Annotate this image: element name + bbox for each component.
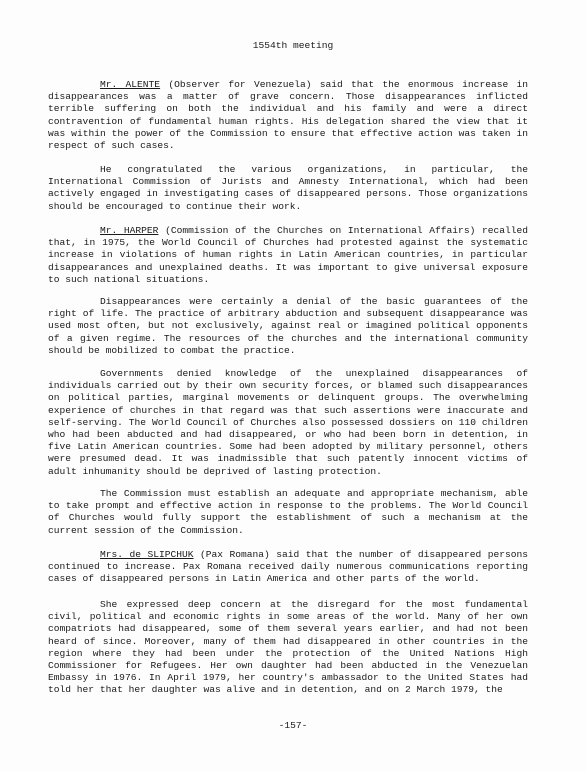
paragraph-1 [48, 79, 528, 152]
paragraph-2 [48, 164, 528, 213]
paragraph-3 [48, 225, 528, 286]
page-header: 1554th meeting [252, 40, 334, 51]
paragraph-8 [48, 599, 528, 697]
paragraph-text: Governments denied knowledge of the unexplained disappearances of individuals carried out by their own security forces, or blamed such disappearances on political parties, marginal movements or delinquent groups. The overwhelming experience of churches in that regard was that such assertions were inaccurate and self-serving. The World Council of Churches also possessed dossiers on 110 children who had been abducted and had disappeared, or who had been born in detention, in five Latin American countries. Some had been adopted by military personnel, others were presumed dead. It was inadmissible that such patently innocent victims of adult inhumanity should be deprived of lasting protection. [48, 368, 528, 477]
speaker-name: Mrs. de SLIPCHUK [100, 549, 194, 560]
speaker-name: Mr. ALENTE [100, 79, 161, 90]
paragraph-text: (Observer for Venezuela) said that the enormous increase in disappearances was a matter of grave concern. Those disappearances inflicted terrible suffering on both the individual and his family and were a direct contravention of fundamental human rights. His delegation shared the view that it was within the power of the Commission to ensure that effective action was taken in respect of such cases. [48, 79, 528, 152]
paragraph-4 [48, 296, 528, 357]
paragraph-text: (Commission of the Churches on International Affairs) recalled that, in 1975, the World Council of Churches had protested against the systematic increase in violations of human rights in Latin American countries, in particular disappearances and unexplained deaths. It was important to give universal exposure to such national situations. [48, 225, 528, 285]
paragraph-text: She expressed deep concern at the disregard for the most fundamental civil, political and economic rights in some areas of the world. Many of her own compatriots had disappeared, some of them several years earlier, and had not been heard of since. Moreover, many of them had disappeared in other countries in the region where they had been under the protection of the United Nations High Commissioner for Refugees. Her own daughter had been abducted in the Venezuelan Embassy in 1976. In April 1979, her country's ambassador to the United States had told her that her daughter was alive and in detention, and on 2 March 1979, the [48, 599, 528, 696]
paragraph-7 [48, 549, 528, 586]
paragraph-text: The Commission must establish an adequate and appropriate mechanism, able to take prompt and effective action in response to the problems. The World Council of Churches would fully support the establishment of such a mechanism at the current session of the Commission. [48, 488, 528, 536]
speaker-name: Mr. HARPER [100, 225, 159, 236]
paragraph-text: He congratulated the various organizations, in particular, the International Commission of Jurists and Amnesty International, which had been actively engaged in investigating cases of disappeared persons. Those organizations should be encouraged to continue their work. [48, 164, 528, 212]
page-number: -157- [278, 720, 308, 731]
paragraph-6 [48, 488, 528, 537]
paragraph-text: (Pax Romana) said that the number of disappeared persons continued to increase. Pax Romana received daily numerous communications reporting cases of disappeared persons in Latin America and other parts of the world. [48, 549, 528, 585]
paragraph-text: Disappearances were certainly a denial of the basic guarantees of the right of life. The practice of arbitrary abduction and subsequent disappearance was used most often, but not exclusively, against real or imagined political opponents of a given regime. The resources of the churches and the international community should be mobilized to combat the practice. [48, 296, 528, 356]
paragraph-5 [48, 368, 528, 478]
